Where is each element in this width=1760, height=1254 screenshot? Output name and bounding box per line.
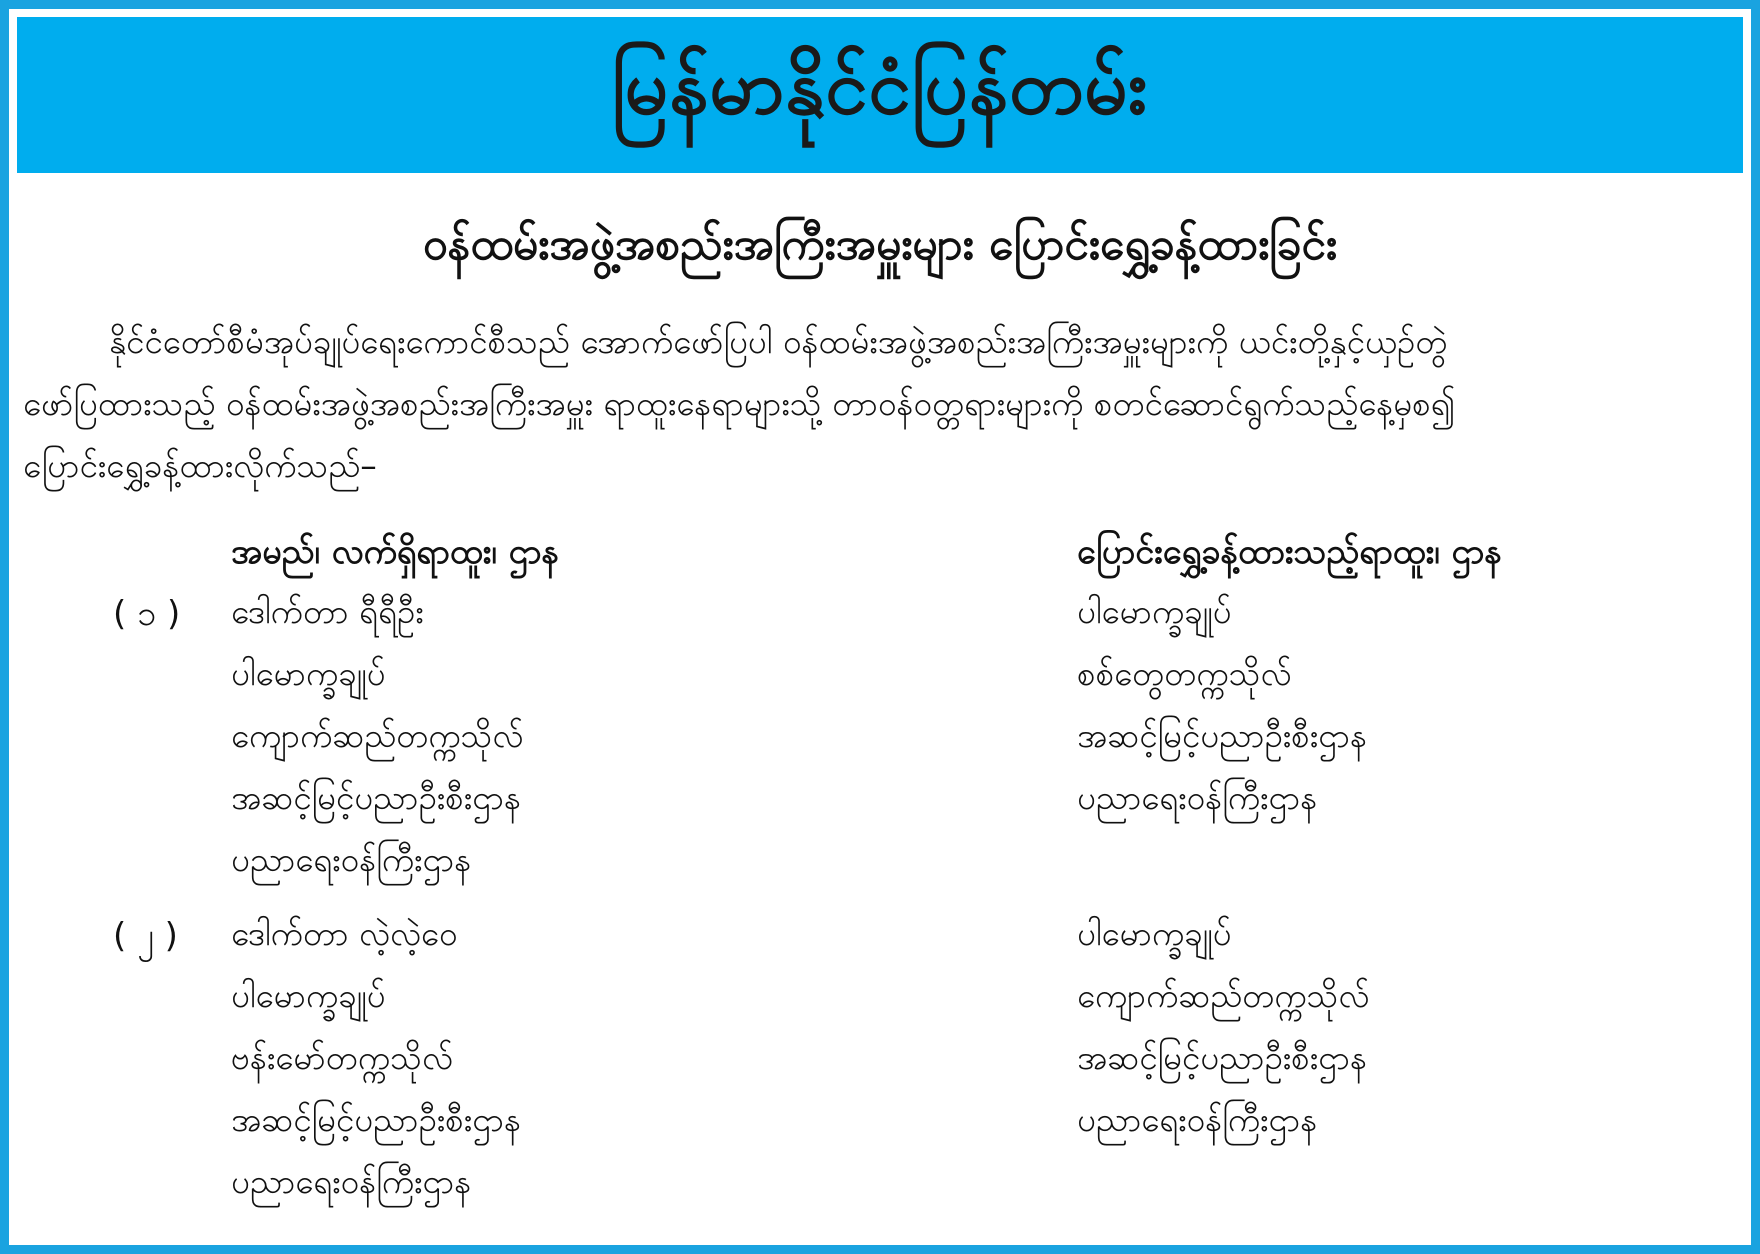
entry-line: အဆင့်မြင့်ပညာဦးစီးဌာန [231,1100,522,1139]
column-header-current: အမည်၊ လက်ရှိရာထူး၊ ဌာန [231,532,560,572]
entry-new-position [1077,903,1369,1151]
entry-current-position [231,581,523,891]
entry-line: ကျောက်ဆည်တက္ကသိုလ် [231,716,524,755]
intro-line: ဖော်ပြထားသည့် ဝန်ထမ်းအဖွဲ့အစည်းအကြီးအမှူး ရာထူးနေရာများသို့ တာဝန်ဝတ္တရားများကို စတင်ဆောင်ရွက်သည့်နေ့မှစ၍ [23,384,1456,423]
entry-current-position [231,903,521,1213]
entry-line: အဆင့်မြင့်ပညာဦးစီးဌာန [1077,716,1368,755]
intro-line: နိုင်ငံတော်စီမံအုပ်ချုပ်ရေးကောင်စီသည် အောက်ဖော်ပြပါ ဝန်ထမ်းအဖွဲ့အစည်းအကြီးအမှူးများကို ယင်းတို့နှင့်ယှဉ်တွဲ [109,322,1448,361]
entry-line: ပါမောက္ခချုပ် [1077,592,1232,631]
gazette-banner [17,17,1743,173]
entry-line: ပါမောက္ခချုပ် [231,976,386,1015]
entry-line: စစ်တွေတက္ကသိုလ် [1077,654,1292,693]
entry-line: ဒေါက်တာ ရီရီဦး [231,592,424,631]
entry-line: အဆင့်မြင့်ပညာဦးစီးဌာန [1077,1038,1368,1077]
entry-number: ( ၂ ) [113,916,178,956]
entry-line: ပညာရေးဝန်ကြီးဌာန [1077,778,1318,817]
entry-new-position [1077,581,1367,829]
entry-line: ပါမောက္ခချုပ် [1077,914,1232,953]
entry-line: ကျောက်ဆည်တက္ကသိုလ် [1077,976,1370,1015]
entry-number: ( ၁ ) [113,594,181,634]
notice-title: ဝန်ထမ်းအဖွဲ့အစည်းအကြီးအမှူးများ ပြောင်းရွှေ့ခန့်ထားခြင်း [422,219,1338,270]
intro-line: ပြောင်းရွှေ့ခန့်ထားလိုက်သည်– [23,446,377,485]
intro-paragraph [23,311,1743,497]
entry-line: ပညာရေးဝန်ကြီးဌာန [1077,1100,1318,1139]
entry-line: အဆင့်မြင့်ပညာဦးစီးဌာန [231,778,522,817]
entry-line: ပညာရေးဝန်ကြီးဌာန [231,840,472,879]
entry-line: ဒေါက်တာ လဲ့လဲ့ဝေ [231,914,458,953]
gazette-title: မြန်မာနိုင်ငံပြန်တမ်း [612,42,1148,131]
entry-line: ပညာရေးဝန်ကြီးဌာန [231,1162,472,1201]
entry-line: ပါမောက္ခချုပ် [231,654,386,693]
column-header-new: ပြောင်းရွှေ့ခန့်ထားသည့်ရာထူး၊ ဌာန [1077,532,1502,572]
entry-line: ဗန်းမော်တက္ကသိုလ် [231,1038,453,1077]
